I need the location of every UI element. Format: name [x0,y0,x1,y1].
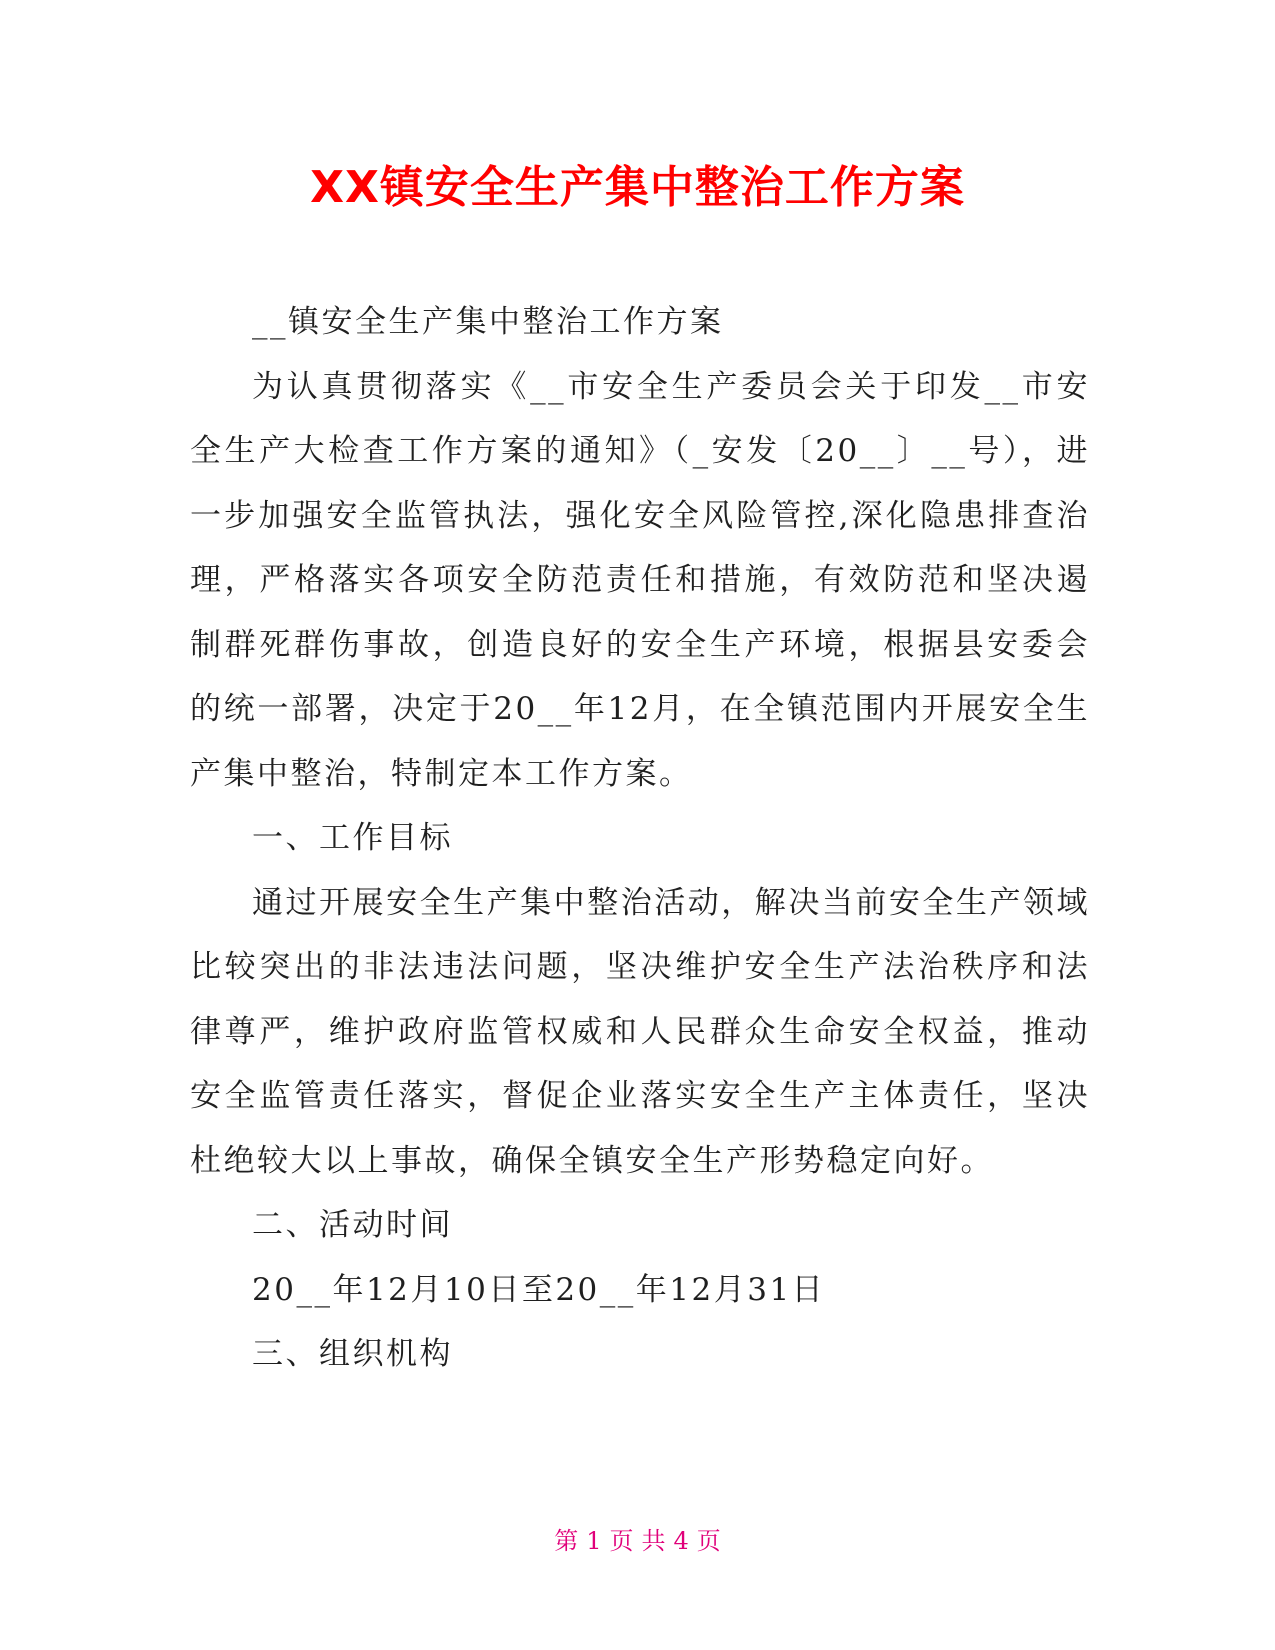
paragraph-goals: 通过开展安全生产集中整治活动，解决当前安全生产领域比较突出的非法违法问题，坚决维护安全生产法治秩序和法律尊严，维护政府监管权威和人民群众生命安全权益，推动安全监管责任落实，督促企业落实安全生产主体责任，坚决杜绝较大以上事故，确保全镇安全生产形势稳定向好。 [190,884,1090,1179]
footer-prefix: 第 [554,1527,579,1555]
paragraph-intro: 为认真贯彻落实《__市安全生产委员会关于印发__市安全生产大检查工作方案的通知》（_安发〔20__〕__号），进一步加强安全监管执法，强化安全风险管控,深化隐患排查治理，严格落实各项安全防范责任和措施，有效防范和坚决遏制群死群伤事故，创造良好的安全生产环境，根据县安委会的统一部署，决定于20__年12月，在全镇范围内开展安全生产集中整治，特制定本工作方案。 [190,368,1090,792]
section-heading-time: 二、活动时间 [252,1207,453,1243]
paragraph-time: 20__年12月10日至20__年12月31日 [252,1271,826,1308]
footer-total-pages: 4 [673,1527,689,1555]
page-footer [0,1525,1275,1557]
document-title: XX镇安全生产集中整治工作方案 [310,162,965,213]
footer-page-word: 页 [609,1527,634,1555]
footer-current-page: 1 [586,1527,602,1555]
footer-total-word: 共 [641,1527,666,1555]
document-body [190,290,1090,1387]
section-heading-goals: 一、工作目标 [252,820,453,856]
footer-suffix: 页 [696,1527,721,1555]
paragraph-subtitle: __镇安全生产集中整治工作方案 [252,304,724,340]
section-heading-organization: 三、组织机构 [252,1336,453,1372]
